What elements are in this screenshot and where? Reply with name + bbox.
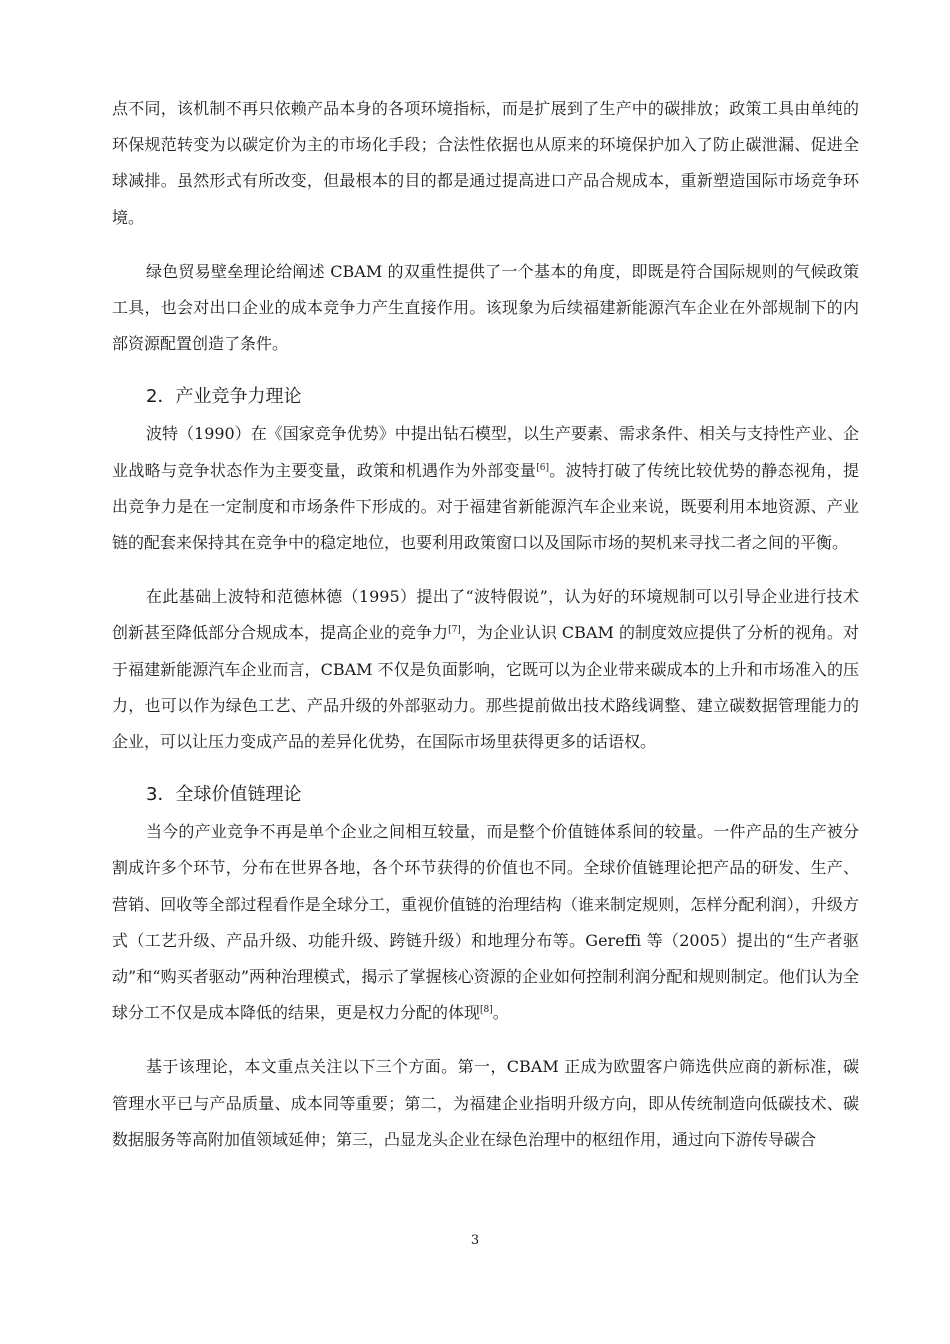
document-body <box>112 91 859 1176</box>
text-run: 当今的产业竞争不再是单个企业之间相互较量，而是整个价值链体系间的较量。一件产品的生产被分割成许多个环节，分布在世界各地，各个环节获得的价值也不同。全球价值链理论把产品的研发、生产、营销、回收等全部过程看作是全球分工，重视价值链的治理结构（谁来制定规则，怎样分配利润），升级方式（工艺升级、产品升级、功能升级、跨链升级）和地理分布等。Gereffi 等（2005）提出的“生产者驱动”和“购买者驱动”两种治理模式，揭示了掌握核心资源的企业如何控制利润分配和规则制定。他们认为全球分工不仅是成本降低的结果，更是权力分配的体现 <box>112 822 859 1023</box>
body-paragraph <box>112 254 859 363</box>
text-run: 。波特打破了传统比较优势的静态视角，提出竞争力是在一定制度和市场条件下形成的。对于福建省新能源汽车企业来说，既要利用本地资源、产业链的配套来保持其在竞争中的稳定地位，也要利用政策窗口以及国际市场的契机来寻找二者之间的平衡。 <box>112 460 859 553</box>
citation-ref: [7] <box>448 625 461 636</box>
text-run: 在此基础上波特和范德林德（1995）提出了“波特假说”，认为好的环境规制可以引导企业进行技术创新甚至降低部分合规成本，提高企业的竞争力 <box>112 587 859 643</box>
citation-ref: [8] <box>480 1005 493 1016</box>
section-heading: 2．产业竞争力理论 <box>146 386 302 408</box>
section-heading: 3．全球价值链理论 <box>146 784 302 806</box>
body-paragraph <box>112 416 859 561</box>
text-run: 绿色贸易壁垒理论给阐述 CBAM 的双重性提供了一个基本的角度，即既是符合国际规则的气候政策工具，也会对出口企业的成本竞争力产生直接作用。该现象为后续福建新能源汽车企业在外部规制下的内部资源配置创造了条件。 <box>112 261 859 354</box>
body-paragraph <box>112 579 859 760</box>
text-run: 。 <box>492 1003 509 1023</box>
text-run: 波特（1990）在《国家竞争优势》中提出钻石模型，以生产要素、需求条件、相关与支持性产业、企业战略与竞争状态作为主要变量，政策和机遇作为外部变量 <box>112 424 859 480</box>
body-paragraph <box>112 91 859 236</box>
text-run: ，为企业认识 CBAM 的制度效应提供了分析的视角。对于福建新能源汽车企业而言，CBAM 不仅是负面影响，它既可以为企业带来碳成本的上升和市场准入的压力，也可以作为绿色工艺、产品升级的外部驱动力。那些提前做出技术路线调整、建立碳数据管理能力的企业，可以让压力变成产品的差异化优势，在国际市场里获得更多的话语权。 <box>112 623 859 752</box>
page-number: 3 <box>470 1233 480 1248</box>
citation-ref: [6] <box>536 462 549 473</box>
body-paragraph <box>112 814 859 1031</box>
text-run: 点不同，该机制不再只依赖产品本身的各项环境指标，而是扩展到了生产中的碳排放；政策工具由单纯的环保规范转变为以碳定价为主的市场化手段；合法性依据也从原来的环境保护加入了防止碳泄漏、促进全球减排。虽然形式有所改变，但最根本的目的都是通过提高进口产品合规成本，重新塑造国际市场竞争环境。 <box>112 99 859 227</box>
body-paragraph <box>112 1049 859 1158</box>
text-run: 基于该理论，本文重点关注以下三个方面。第一，CBAM 正成为欧盟客户筛选供应商的新标准，碳管理水平已与产品质量、成本同等重要；第二，为福建企业指明升级方向，即从传统制造向低碳技术、碳数据服务等高附加值领域延伸；第三，凸显龙头企业在绿色治理中的枢纽作用，通过向下游传导碳合 <box>112 1057 859 1149</box>
